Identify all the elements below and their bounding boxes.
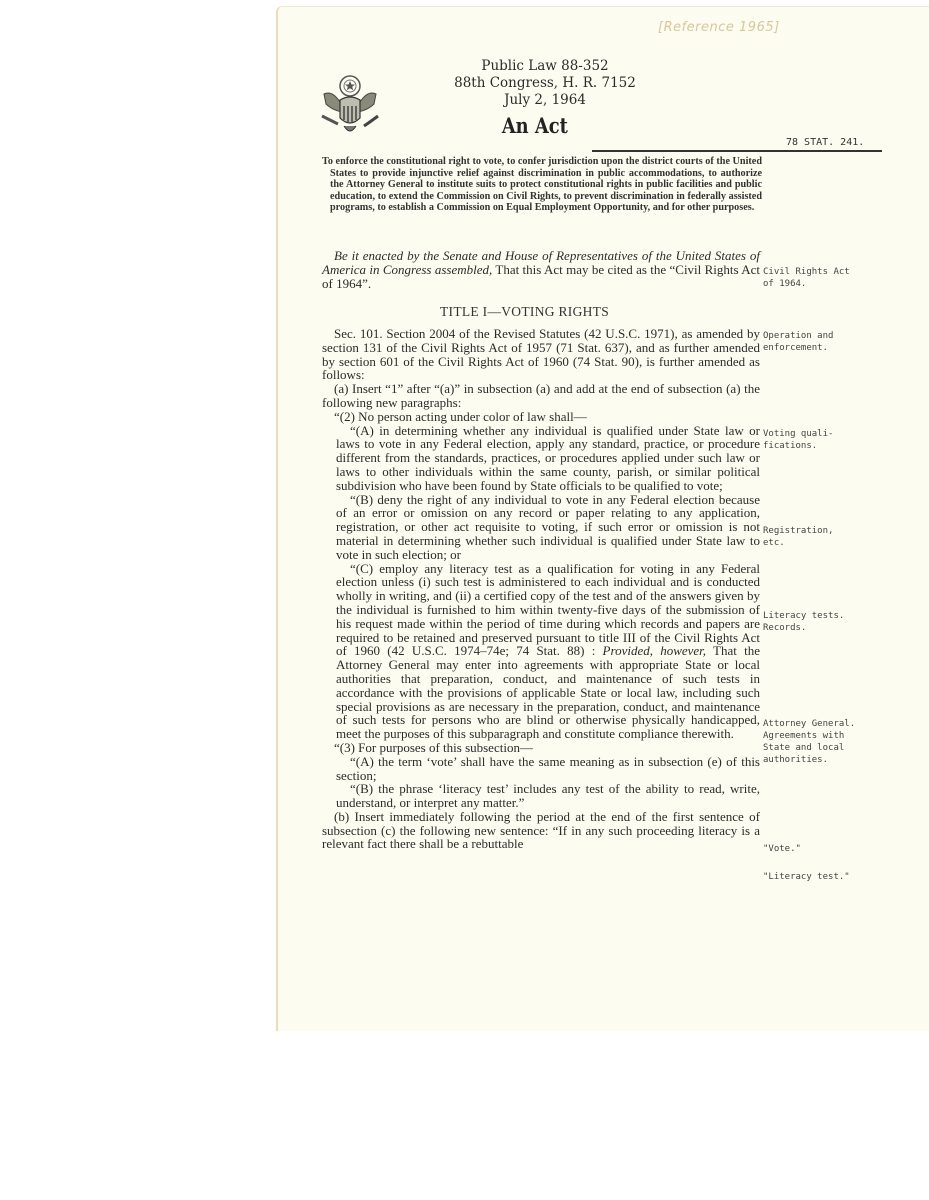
margin-note-attorney-general: Attorney General. Agreements with State and local authorities. [763,719,856,765]
purpose-text: To enforce the constitutional right to vote, to confer jurisdiction upon the district courts of the United States to provide injunctive relief against discrimination in public accommodations, to authorize the Attorney General to institute suits to protect constitutional rights in public facilities and public education, to extend the Commission on Civil Rights, to prevent discrimination in federally assisted programs, to establish a Commission on Equal Employment Opportunity, and for other purposes. [322,156,762,214]
paragraph-2A: “(A) in determining whether any individual is qualified under State law or laws to vote in any Federal election, apply any standard, practice, or procedure different from the standards, practices, or procedures applied under such law or laws to other individuals within the same county, parish, or similar political subdivision who have been found by State officials to be qualified to vote; [336,422,760,493]
act-title: An Act [501,113,568,138]
enacting-clause [322,249,760,290]
paragraph-2B: “(B) deny the right of any individual to vote in any Federal election because of an error or omission on any record or paper relating to any application, registration, or other act requisite to voting, if such error or omission is not material in determining whether such individual is qualified under State law to vote in such election; or [336,491,760,562]
margin-note-registration: Registration, etc. [763,526,834,548]
paragraph-3B: “(B) the phrase ‘literacy test’ includes any test of the ability to read, write, understand, or interpret any matter.” [336,781,760,811]
document-header [410,58,680,109]
congress-bill-number: 88th Congress, H. R. 7152 [454,75,636,91]
margin-note-voting-qualifications: Voting quali- fications. [763,429,834,451]
margin-note-literacy-test: "Literacy test." [763,872,850,882]
statute-reference: 78 STAT. 241. [786,137,865,148]
header-rule [592,150,882,152]
enacting-clause-italic: Be it enacted by the Senate and House of Representatives of the United States of America in Congress assembled, [322,248,760,277]
margin-note-operation: Operation and enforcement. [763,331,834,353]
subsection-a: (a) Insert “1” after “(a)” in subsection (a) and add at the end of subsection (a) the following new paragraphs: [322,381,760,410]
paragraph-3: “(3) For purposes of this subsection— [334,739,533,755]
margin-note-literacy-tests: Literacy tests. Records. [763,611,845,633]
enacting-clause-rest: That this Act may be cited as the “Civil Rights Act of 1964”. [322,261,760,291]
subsection-b: (b) Insert immediately following the period at the end of the first sentence of subsection (c) the following new sentence: “If in any such proceeding literacy is a relevant fact there shall be a rebuttable [322,808,760,852]
sec-101-intro: Sec. 101. Section 2004 of the Revised Statutes (42 U.S.C. 1971), as amended by section 131 of the Civil Rights Act of 1957 (71 Stat. 637), and as further amended by section 601 of the Civil Rights Act of 1960 (74 Stat. 90), is further amended as follows: [322,326,760,383]
great-seal-eagle-icon [318,72,382,138]
public-law-number: Public Law 88-352 [481,58,609,74]
margin-note-short-title: Civil Rights Act of 1964. [763,267,850,289]
handwritten-reference-note: [Reference 1965] [658,20,780,35]
section-101 [322,327,760,851]
title-heading: TITLE I—VOTING RIGHTS [440,304,610,319]
enactment-date: July 2, 1964 [504,92,586,108]
paragraph-3A: “(A) the term ‘vote’ shall have the same meaning as in subsection (e) of this section; [336,753,760,783]
act-purpose [322,156,762,214]
margin-note-vote: "Vote." [763,844,801,854]
paragraph-2: “(2) No person acting under color of law shall— [334,408,587,424]
paragraph-2C: “(C) employ any literacy test as a qualification for voting in any Federal election unless (i) such test is administered to each individual and is conducted wholly in writing, and (ii) a certified copy of the test and of the answers given by the individual is furnished to him within twenty-five days of the submission of his request made within the period of time during which records and papers are required to be retained and preserved pursuant to title III of the Civil Rights Act of 1960 (42 U.S.C. 1974–74e; 74 Stat. 88) : Provided, however, That the Attorney General may enter into agreements with appropriate State or local authorities that preparation, conduct, and maintenance of such tests in accordance with the provisions of applicable State or local law, including such special provisions as are necessary in the preparation, conduct, and maintenance of such tests for persons who are blind or otherwise physically handicapped, meet the purposes of this subparagraph and constitute compliance therewith. [336,560,760,742]
